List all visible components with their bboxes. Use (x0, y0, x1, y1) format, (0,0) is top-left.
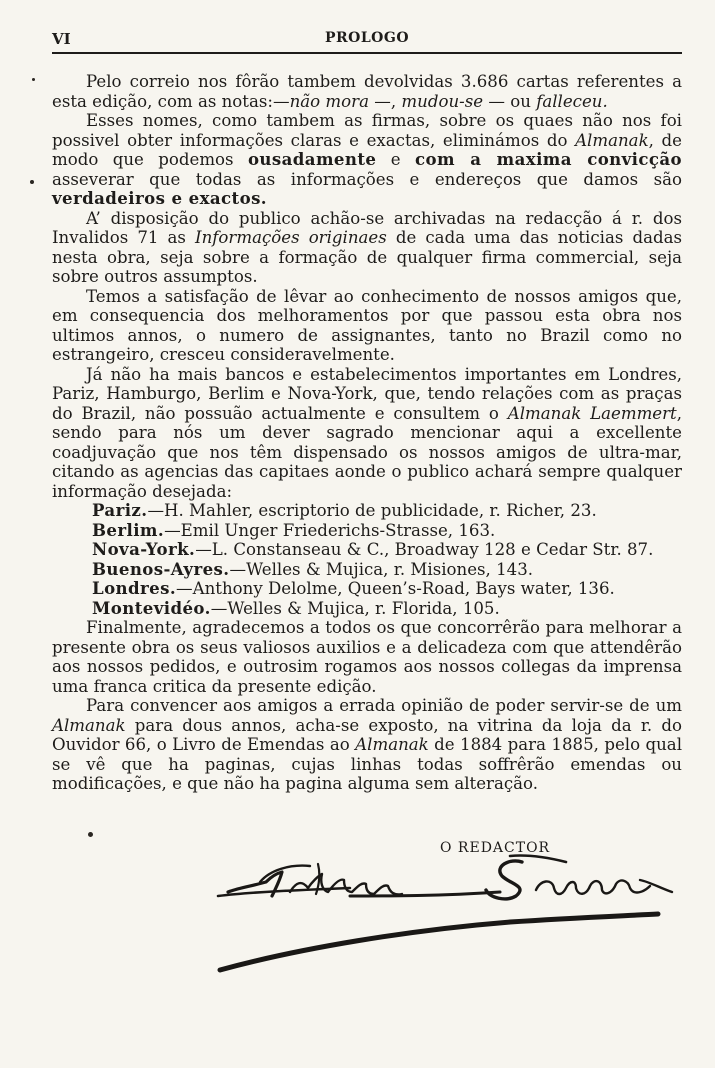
agency-list (52, 501, 682, 618)
body-text (52, 72, 682, 794)
agency-entry: Berlim.—Emil Unger Friederichs-Strasse, 163. (92, 519, 496, 540)
speck (88, 832, 93, 837)
speck (32, 78, 35, 81)
page-title: PROLOGO (324, 30, 410, 46)
svg-text:Arthur Sauer: Arthur Sauer (210, 852, 217, 853)
paragraph-agencies-intro: Já não ha mais bancos e estabelecimentos importantes em Londres, Pariz, Hamburgo, Berlim e Nova-York, que, tendo relações com as praças do Brazil, não possuão actualmente e consultem o Almanak Laemmert, sendo para nós um dever sagrado mencionar aqui a excellente coadjuvação que nos têm dispensado os nossos amigos de ultra-mar, citando as agencias das capitaes aonde o publico achará sempre qualquer informação desejada: (52, 364, 683, 501)
agency-entry: Londres.—Anthony Delolme, Queen’s-Road, Bays water, 136. (92, 578, 615, 598)
paragraph-eliminated-names: Esses nomes, como tambem as firmas, sobre os quaes não nos foi possivel obter informações claras e exactas, eliminámos do Almanak, de modo que podemos ousadamente e com a maxima convicção asseverar que todas as informações e endereços que damos são verdadeiros e exactos. (52, 111, 682, 208)
paragraph-thanks: Finalmente, agradecemos a todos os que concorrêrão para melhorar a presente obra os seus valiosos auxilios e a delicadeza com que attendêrão aos nossos pedidos, e outrosim rogamos aos nossos collegas da imprensa uma franca critica da presente edição. (52, 618, 682, 696)
paragraph-archives: A’ disposição do publico achão-se archivadas na redacção á r. dos Invalidos 71 as Informações originaes de cada uma das noticias dadas nesta obra, seja sobre a formação de qualquer firma commercial, seja sobre outros assumptos. (52, 208, 682, 286)
redactor-label: O REDACTOR (440, 840, 551, 856)
page-header (52, 28, 682, 52)
paragraph-subscribers: Temos a satisfação de lêvar ao conhecimento de nossos amigos que, em consequencia dos melhoramentos por que passou esta obra nos ultimos annos, o numero de assignantes, tanto no Brazil como no estrangeiro, cresceu consideravelmente. (52, 286, 682, 364)
paragraph-returned-letters: Pelo correio nos fôrão tambem devolvidas 3.686 cartas referentes a esta edição, com as notas:—não mora —, mudou-se — ou falleceu. (52, 72, 682, 111)
agency-entry: Buenos-Ayres.—Welles & Mujica, r. Misiones, 143. (92, 558, 534, 579)
header-rule (52, 52, 682, 54)
agency-entry: Pariz.—H. Mahler, escriptorio de publicidade, r. Richer, 23. (92, 500, 597, 520)
page-number: VI (52, 30, 71, 48)
agency-entry: Montevidéo.—Welles & Mujica, r. Florida, 105. (92, 597, 500, 618)
agency-entry: Nova-York.—L. Constanseau & C., Broadway 128 e Cedar Str. 87. (92, 539, 654, 559)
speck (30, 180, 34, 184)
paragraph-emendas: Para convencer aos amigos a errada opinião de poder servir-se de um Almanak para dous annos, acha-se exposto, na vitrina da loja da r. do Ouvidor 66, o Livro de Emendas ao Almanak de 1884 para 1885, pelo qual se vê que ha paginas, cujas linhas todas soffrêrão emendas ou modificações, e que não ha pagina alguma sem alteração. (52, 696, 683, 793)
signature (210, 852, 690, 982)
